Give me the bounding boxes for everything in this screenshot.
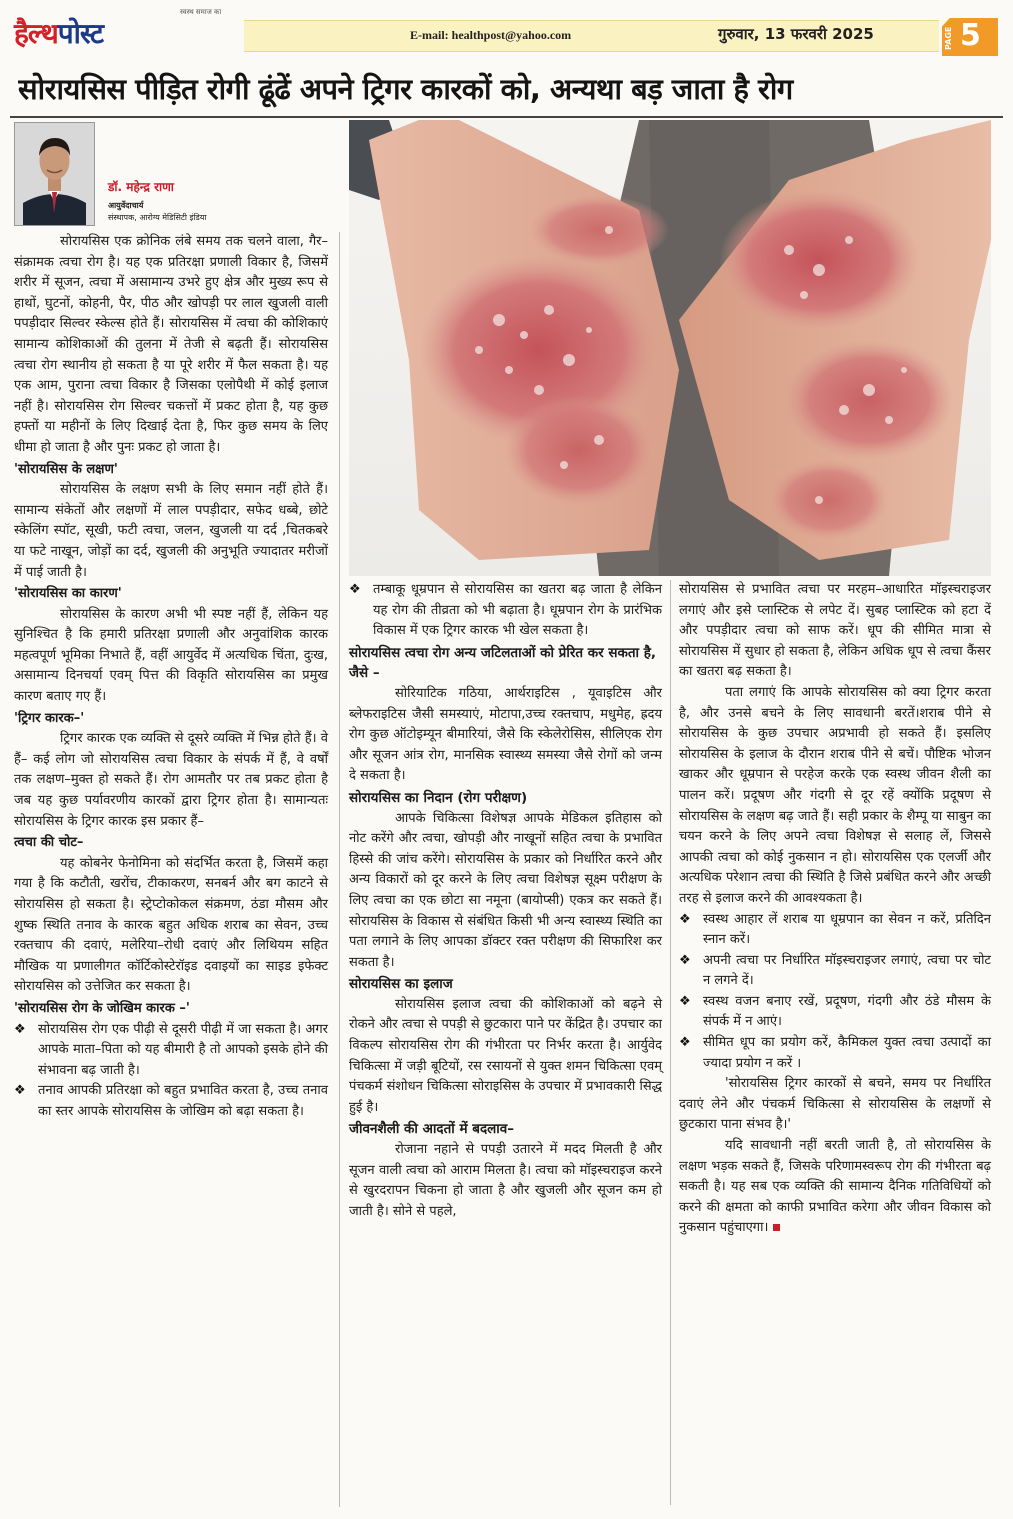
author-organization: संस्थापक, आरोग्य मेडिसिटी इंडिया	[108, 213, 207, 222]
masthead-tagline: स्वस्थ समाज का	[180, 8, 222, 16]
author-portrait-image	[15, 123, 94, 225]
bullet-icon: ❖	[679, 993, 691, 1009]
advice-bullet-text: अपनी त्वचा पर निर्धारित मॉइस्चराइजर लगाएं, त्वचा पर चोट न लगने दें।	[703, 952, 991, 989]
risk-bullet-text: सोरायसिस रोग एक पीढ़ी से दूसरी पीढ़ी में जा सकता है। अगर आपके माता–पिता को यह बीमारी है तो आपको इसके होने की संभावना बढ़ जाती है।	[38, 1021, 328, 1078]
list-item	[14, 1081, 328, 1122]
end-mark-icon	[773, 1224, 780, 1231]
masthead-part2: पोस्ट	[57, 17, 103, 50]
risk-bullet-text: तनाव आपकी प्रतिरक्षा को बहुत प्रभावित करता है, उच्च तनाव का स्तर आपके सोरायसिस के जोखिम को बढ़ा सकता है।	[38, 1083, 328, 1119]
psoriasis-illustration	[349, 120, 991, 576]
page-header	[0, 0, 1013, 62]
skin-injury-paragraph: यह कोबनेर फेनोमिना को संदर्भित करता है, जिसमें कहा गया है कि कटौती, खरोंच, टीकाकरण, सनबर्न और बग काटने से सोरायसिस हो सकता है। स्ट्रेप्टोकोकल संक्रमण, ठंडा मौसम और शुष्क स्थिति तनाव के कारक बहुत अधिक शराब का सेवन, उच्च रक्तचाप की दवाएं, मलेरिया–रोधी दवाएं और लिथियम सहित मौखिक या प्रणालीगत कॉर्टिकोस्टेरॉइड दवाइयों का साइड इफेक्ट सोरायसिस को उत्तेजित कर सकता है।	[14, 855, 328, 995]
diagnosis-paragraph: आपके चिकित्सा विशेषज्ञ आपके मेडिकल इतिहास को नोट करेंगे और त्वचा, खोपड़ी और नाखूनों सहित त्वचा के प्रभावित हिस्से की जांच करेंगे। सोरायसिस के प्रकार को निर्धारित करने और अन्य विकारों को दूर करने के लिए त्वचा विशेषज्ञ सूक्ष्म परीक्षण के लिए त्वचा का एक छोटा सा नमूना (बायोप्सी) एकत्र कर सकते हैं। सोरायसिस के विकास से संबंधित किसी भी अन्य स्वास्थ्य स्थिति का पता लगाने के लिए आपका डॉक्टर रक्त परीक्षण की सिफारिश कर सकता है।	[349, 810, 662, 970]
section-heading-complications: सोरायसिस त्वचा रोग अन्य जटिलताओं को प्रेरित कर सकता है, जैसे –	[349, 644, 657, 682]
section-heading-lifestyle: जीवनशैली की आदतों में बदलाव–	[349, 1121, 515, 1138]
intro-paragraph: सोरायसिस एक क्रोनिक लंबे समय तक चलने वाला, गैर–संक्रामक त्वचा रोग है। यह एक प्रतिरक्षा प्रणाली विकार है, जिसमें शरीर में सूजन, त्वचा में असामान्य उभरे हुए क्षेत्र और मुख्य रूप से हाथों, घुटनों, कोहनी, पैर, पीठ और खोपड़ी पर लाल खुजली वाली पपड़ीदार सिल्वर स्केल्स होते हैं। सोरायसिस में त्वचा की कोशिकाएं सामान्य कोशिकाओं की तुलना में तेजी से बढ़ती हैं। सोरायसिस त्वचा रोग स्थानीय हो सकता है या पूरे शरीर में फैल सकता है। यह एक आम, पुराना त्वचा विकार है जिसका एलोपैथी में कोई इलाज नहीं है। सोरायसिस रोग सिल्वर चकत्तों में प्रकट होता है, यह कुछ हफ्तों या महीनों के लिए दिखाई देता है, फिर कुछ समय के लिए धीमा हो जाता है और पुनः प्रकट हो जाता है।	[14, 234, 328, 455]
quote-paragraph: 'सोरायसिस ट्रिगर कारकों से बचने, समय पर निर्धारित दवाएं लेने और पंचकर्म चिकित्सा से सोरायसिस के लक्षणों से छुटकारा पाना संभव है।'	[679, 1076, 991, 1133]
section-heading-skin-injury: त्वचा की चोट–	[14, 835, 84, 851]
column-divider	[670, 580, 671, 1505]
masthead-part1: हैल्थ	[14, 17, 58, 50]
psoriasis-elbows-photo	[349, 120, 991, 576]
bullet-icon: ❖	[14, 1083, 26, 1099]
author-name: डॉ. महेन्द्र राणा	[108, 180, 174, 194]
lifestyle-paragraph: रोजाना नहाने से पपड़ी उतारने में मदद मिलती है और सूजन वाली त्वचा को आराम मिलता है। त्वचा को मॉइस्चराइज करने से खुरदरापन चिकना हो जाता है और खुजली और सूजन कम हो जाती है। सोने से पहले,	[349, 1142, 662, 1219]
article-column-2	[349, 580, 662, 1222]
advice-bullet-text: सीमित धूप का प्रयोग करें, कैमिकल युक्त त्वचा उत्पादों का ज्यादा प्रयोग न करें ।	[703, 1035, 991, 1071]
list-item	[679, 910, 991, 951]
article-column-1	[14, 232, 328, 1123]
treatment-paragraph: सोरायसिस इलाज त्वचा की कोशिकाओं को बढ़ने से रोकने और त्वचा से पपड़ी से छुटकारा पाने पर केंद्रित है। उपचार का विकल्प सोरायसिस रोग की गंभीरता पर निर्भर करता है। आर्युवेद चिकित्सा में जड़ी बूटियों, रस रसायनों से युक्त शमन चिकित्सा एवम् पंचकर्म संशोधन चिकित्सा सोराइसिस के उपचार में प्रभावकारी सिद्ध हुई है।	[349, 996, 662, 1115]
cause-paragraph: सोरायसिस के कारण अभी भी स्पष्ट नहीं हैं, लेकिन यह सुनिश्चित है कि हमारी प्रतिरक्षा प्रणाली और अनुवांशिक कारक महत्वपूर्ण भूमिका निभाते हैं, वहीं आयुर्वेद में अत्यधिक चिंता, दुःख, असामान्य दिनचर्या एवम् पित्त की विकृति सोरायसिस का प्रमुख कारण बताए गए हैं।	[14, 606, 328, 705]
bullet-icon: ❖	[349, 582, 361, 597]
page-label: PAGE	[944, 26, 953, 50]
header-email: E-mail: healthpost@yahoo.com	[410, 28, 572, 42]
closing-text: यदि सावधानी नहीं बरती जाती है, तो सोरायसिस के लक्षण भड़क सकते हैं, जिसके परिणामस्वरूप रोग की गंभीरता बढ़ सकती है। यह सब एक व्यक्ति की सामान्य दैनिक गतिविधियों को करने की क्षमता को काफी प्रभावित करेगा और जीवन विकास को नुकसान पहुंचाएगा।	[679, 1138, 991, 1236]
masthead-logo	[14, 14, 103, 54]
section-heading-treatment: सोरायसिस का इलाज	[349, 976, 453, 993]
list-item	[679, 1033, 991, 1074]
symptoms-paragraph: सोरायसिस के लक्षण सभी के लिए समान नहीं होते हैं। सामान्य संकेतों और लक्षणों में लाल पपड़ीदार, सफेद धब्बे, छोटे स्केलिंग स्पॉट, सूखी, फटी त्वचा, जलन, खुजली या दर्द ,चितकबरे या फटे नाखून, जोड़ों का दर्द, खुजली की अनुभूति ज्यादातर मरीजों में पाई जाती है।	[14, 482, 328, 580]
section-heading-cause: 'सोरायसिस का कारण'	[14, 586, 122, 602]
section-heading-diagnosis: सोरायसिस का निदान (रोग परीक्षण)	[349, 789, 528, 806]
trigger-paragraph: ट्रिगर कारक एक व्यक्ति से दूसरे व्यक्ति में भिन्न होते हैं। वे हैं– कई लोग जो सोरायसिस त्वचा विकार के संपर्क में हैं, वे वर्षों तक लक्षण–मुक्त हो सकते हैं। रोग आमतौर पर तब प्रकट होता है जब यह कुछ पर्यावरणीय कारकों द्वारा ट्रिगर होता है। सामान्यतः सोरायसिस के ट्रिगर कारक इस प्रकार हैं–	[14, 731, 328, 829]
author-photo	[14, 122, 95, 226]
advice-bullet-text: स्वस्थ आहार लें शराब या धूम्रपान का सेवन न करें, प्रतिदिन स्नान करें।	[703, 911, 991, 948]
header-date: गुरुवार, 13 फरवरी 2025	[718, 25, 874, 43]
headline-rule	[10, 116, 1003, 118]
article-headline: सोरायसिस पीड़ित रोगी ढूंढें अपने ट्रिगर कारकों को, अन्यथा बड़ जाता है रोग	[18, 72, 793, 106]
smoking-bullet-text: तम्बाकू धूम्रपान से सोरायसिस का खतरा बढ़ जाता है लेकिन यह रोग की तीव्रता को भी बढ़ाता है। धूम्रपान रोग के प्रारंभिक विकास में एक ट्रिगर कारक भी खेल सकता है।	[373, 582, 662, 639]
list-item	[14, 1020, 328, 1082]
complications-paragraph: सोरियाटिक गठिया, आर्थराइटिस , यूवाइटिस और ब्लेफराइटिस जैसी समस्याएं, मोटापा,उच्च रक्तचाप, मधुमेह, ह्रदय रोग कुछ ऑटोइम्यून बीमारियां, जैसे कि स्केलेरोसिस, सीलिएक रोग और सूजन आंत्र रोग, मानसिक स्वास्थ्य समस्या जैसे रोगों को जन्म दे सकता है।	[349, 685, 662, 784]
list-item	[349, 580, 662, 642]
closing-paragraph	[679, 1136, 991, 1239]
continued-paragraph: सोरायसिस से प्रभावित त्वचा पर मरहम–आधारित मॉइस्चराइजर लगाएं और इसे प्लास्टिक से लपेट दें। सुबह प्लास्टिक को हटा दें और पपड़ीदार त्वचा को साफ करें। धूप की सीमित मात्रा से सोरायसिस में सुधार हो सकता है, लेकिन अधिक धूप से त्वचा कैंसर का खतरा बढ़ सकता है।	[679, 582, 991, 680]
advice-bullet-text: स्वस्थ वजन बनाए रखें, प्रदूषण, गंदगी और ठंडे मौसम के संपर्क में न आएं।	[703, 993, 991, 1030]
section-heading-symptoms: 'सोरायसिस के लक्षण'	[14, 461, 118, 477]
list-item	[679, 951, 991, 992]
list-item	[679, 992, 991, 1033]
section-heading-trigger: 'ट्रिगर कारक–'	[14, 710, 85, 726]
bullet-icon: ❖	[679, 952, 691, 968]
bullet-icon: ❖	[14, 1021, 26, 1037]
article-column-3	[679, 580, 991, 1239]
author-role: आयुर्वेदाचार्य	[108, 201, 144, 210]
section-heading-risk: 'सोरायसिस रोग के जोखिम कारक –'	[14, 1000, 190, 1016]
advice-paragraph: पता लगाएं कि आपके सोरायसिस को क्या ट्रिगर करता है, और उनसे बचने के लिए सावधानी बरतें।शराब पीने से सोरायसिस के कुछ उपचार अप्रभावी हो सकते हैं। इसलिए सोरायसिस के इलाज के दौरान शराब पीने से बचें। पौष्टिक भोजन खाकर और धूम्रपान से परहेज करके एक स्वस्थ जीवन शैली का पालन करें। प्रदूषण और गंदगी से दूर रहें क्योंकि प्रदूषण से सोरायसिस के लक्षण बढ़ जाते हैं। सही प्रकार के शैम्पू या साबुन का चयन करने के लिए अपने त्वचा विशेषज्ञ से सलाह लें, जिससे आपकी त्वचा को कोई नुकसान न हो। सोरायसिस एक एलर्जी और अत्यधिक परेशान त्वचा की स्थिति है जिसे प्रबंधित करने और अच्छी तरह से इलाज करने की आवश्यकता है।	[679, 684, 991, 906]
bullet-icon: ❖	[679, 911, 691, 927]
page-number: 5	[960, 18, 981, 53]
column-divider	[339, 232, 340, 1507]
bullet-icon: ❖	[679, 1035, 691, 1051]
